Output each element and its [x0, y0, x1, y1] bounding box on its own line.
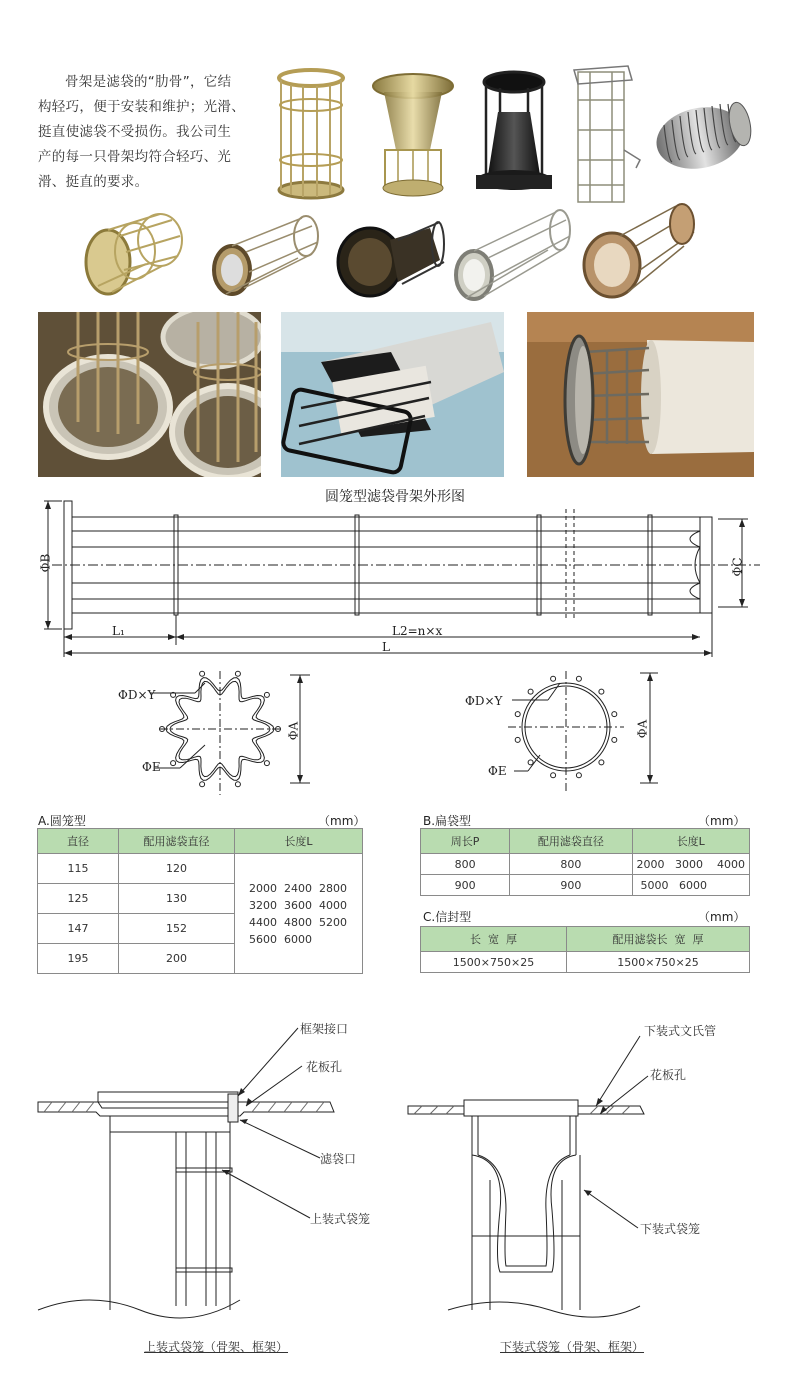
wire-dot [528, 689, 533, 694]
table-b-header: 配用滤袋直径 [510, 829, 632, 854]
table-cell: 1500×750×25 [567, 952, 750, 973]
cage-photo-flat-wire [574, 66, 640, 202]
table-c-title: C.信封型 [423, 910, 472, 924]
wire-dot [171, 761, 176, 766]
wire-dot [528, 760, 533, 765]
label-tube-sheet-hole-left: 花板孔 [306, 1060, 343, 1074]
table-row [421, 875, 750, 896]
phi-e-left: ΦE [142, 760, 161, 774]
table-c-header: 长 宽 厚 [421, 927, 567, 952]
wire-dot [235, 782, 240, 787]
table-cell: 115 [38, 854, 119, 884]
table-row [421, 952, 750, 973]
table-b [420, 828, 750, 896]
table-c-unit: （mm） [698, 910, 746, 924]
label-bottom-mount-cage: 下装式袋笼 [640, 1222, 701, 1236]
label-tube-sheet-hole-right: 花板孔 [650, 1068, 687, 1082]
wire-dot [551, 773, 556, 778]
phi-c-label: ΦC [730, 557, 745, 577]
table-cell: 900 [421, 875, 510, 896]
cage-photo-ring-cage [214, 216, 318, 294]
cage-photo-flange-cage [584, 204, 694, 297]
cage-photo-gold-short [86, 214, 182, 294]
wire-dot [612, 737, 617, 742]
l-label: L [382, 640, 390, 654]
phi-dxy-left: ΦD×Y [118, 688, 156, 702]
wire-dot [551, 676, 556, 681]
phi-a-left: ΦA [286, 721, 301, 741]
wire-dot [264, 761, 269, 766]
table-a-unit: （mm） [318, 814, 366, 828]
wire-dot [576, 676, 581, 681]
wire-dot [235, 671, 240, 676]
product-photos [0, 0, 790, 310]
wire-dot [599, 760, 604, 765]
wire-dot [612, 712, 617, 717]
table-b-header: 周长P [421, 829, 510, 854]
label-frame-interface: 框架接口 [300, 1022, 349, 1036]
table-b-title: B.扁袋型 [423, 814, 472, 828]
install-photo-flat-bag [281, 312, 504, 477]
wire-dot [599, 689, 604, 694]
table-b-header: 长度L [632, 829, 749, 854]
phi-dxy-right: ΦD×Y [465, 694, 503, 708]
wire-dot [515, 712, 520, 717]
table-a-header: 长度L [235, 829, 363, 854]
table-a [37, 828, 363, 974]
table-cell: 130 [119, 884, 235, 914]
table-a-lengths [235, 854, 363, 974]
cage-photo-dark-venturi [338, 222, 444, 296]
install-photo-top-view [38, 312, 261, 477]
l2-label: L2=n×x [392, 624, 443, 638]
length-line: 4400 4800 5200 [249, 915, 347, 929]
cage-outline-drawing [0, 495, 790, 805]
caption-bottom-mount: 下装式袋笼（骨架、框架） [500, 1340, 645, 1354]
table-a-header: 直径 [38, 829, 119, 854]
wire-dot [200, 671, 205, 676]
table-cell: 800 [421, 854, 510, 875]
table-b-unit: （mm） [698, 814, 746, 828]
table-row [421, 854, 750, 875]
intro-line: 骨架是滤袋的“肋骨”，它结 [65, 74, 232, 90]
table-cell: 195 [38, 944, 119, 974]
phi-a-right: ΦA [635, 719, 650, 739]
table-cell: 125 [38, 884, 119, 914]
install-photo-bag-cage [527, 312, 754, 477]
label-venturi: 下装式文氏管 [644, 1024, 717, 1038]
phi-b-label: ΦB [38, 553, 53, 573]
intro-line: 挺直使滤袋不受损伤。我公司生 [38, 124, 232, 140]
intro-line: 产的每一只骨架均符合轻巧、光 [38, 149, 232, 165]
length-line: 2000 2400 2800 [249, 881, 347, 895]
wire-dot [515, 737, 520, 742]
table-row [38, 854, 363, 884]
install-drawings [0, 1010, 790, 1360]
cage-photo-gold-tall [279, 70, 343, 198]
table-a-header: 配用滤袋直径 [119, 829, 235, 854]
intro-line: 滑、挺直的要求。 [38, 174, 149, 190]
cage-photo-venturi [373, 74, 453, 196]
table-cell: 120 [119, 854, 235, 884]
cage-photo-spring [651, 100, 755, 177]
drawing-title: 圆笼型滤袋骨架外形图 [325, 489, 465, 505]
intro-line: 构轻巧，便于安装和维护；光滑、 [38, 99, 245, 115]
cage-photo-silver-cage [456, 210, 570, 299]
cage-photo-black [476, 72, 552, 190]
label-bag-mouth: 滤袋口 [320, 1152, 357, 1166]
table-cell: 1500×750×25 [421, 952, 567, 973]
length-line: 3200 3600 4000 [249, 898, 347, 912]
table-c [420, 926, 750, 973]
table-cell: 152 [119, 914, 235, 944]
table-cell: 5000 6000 [632, 875, 749, 896]
caption-top-mount: 上装式袋笼（骨架、框架） [144, 1340, 289, 1354]
table-cell: 900 [510, 875, 632, 896]
wire-dot [264, 692, 269, 697]
phi-e-right: ΦE [488, 764, 507, 778]
table-cell: 147 [38, 914, 119, 944]
table-cell: 2000 3000 4000 [632, 854, 749, 875]
wire-dot [576, 773, 581, 778]
label-top-mount-cage: 上装式袋笼 [310, 1212, 371, 1226]
table-cell: 200 [119, 944, 235, 974]
table-a-title: A.圆笼型 [38, 814, 86, 828]
table-cell: 800 [510, 854, 632, 875]
wire-dot [200, 782, 205, 787]
table-c-header: 配用滤袋长 宽 厚 [567, 927, 750, 952]
l1-label: L₁ [112, 624, 125, 638]
length-line: 5600 6000 [249, 932, 312, 946]
